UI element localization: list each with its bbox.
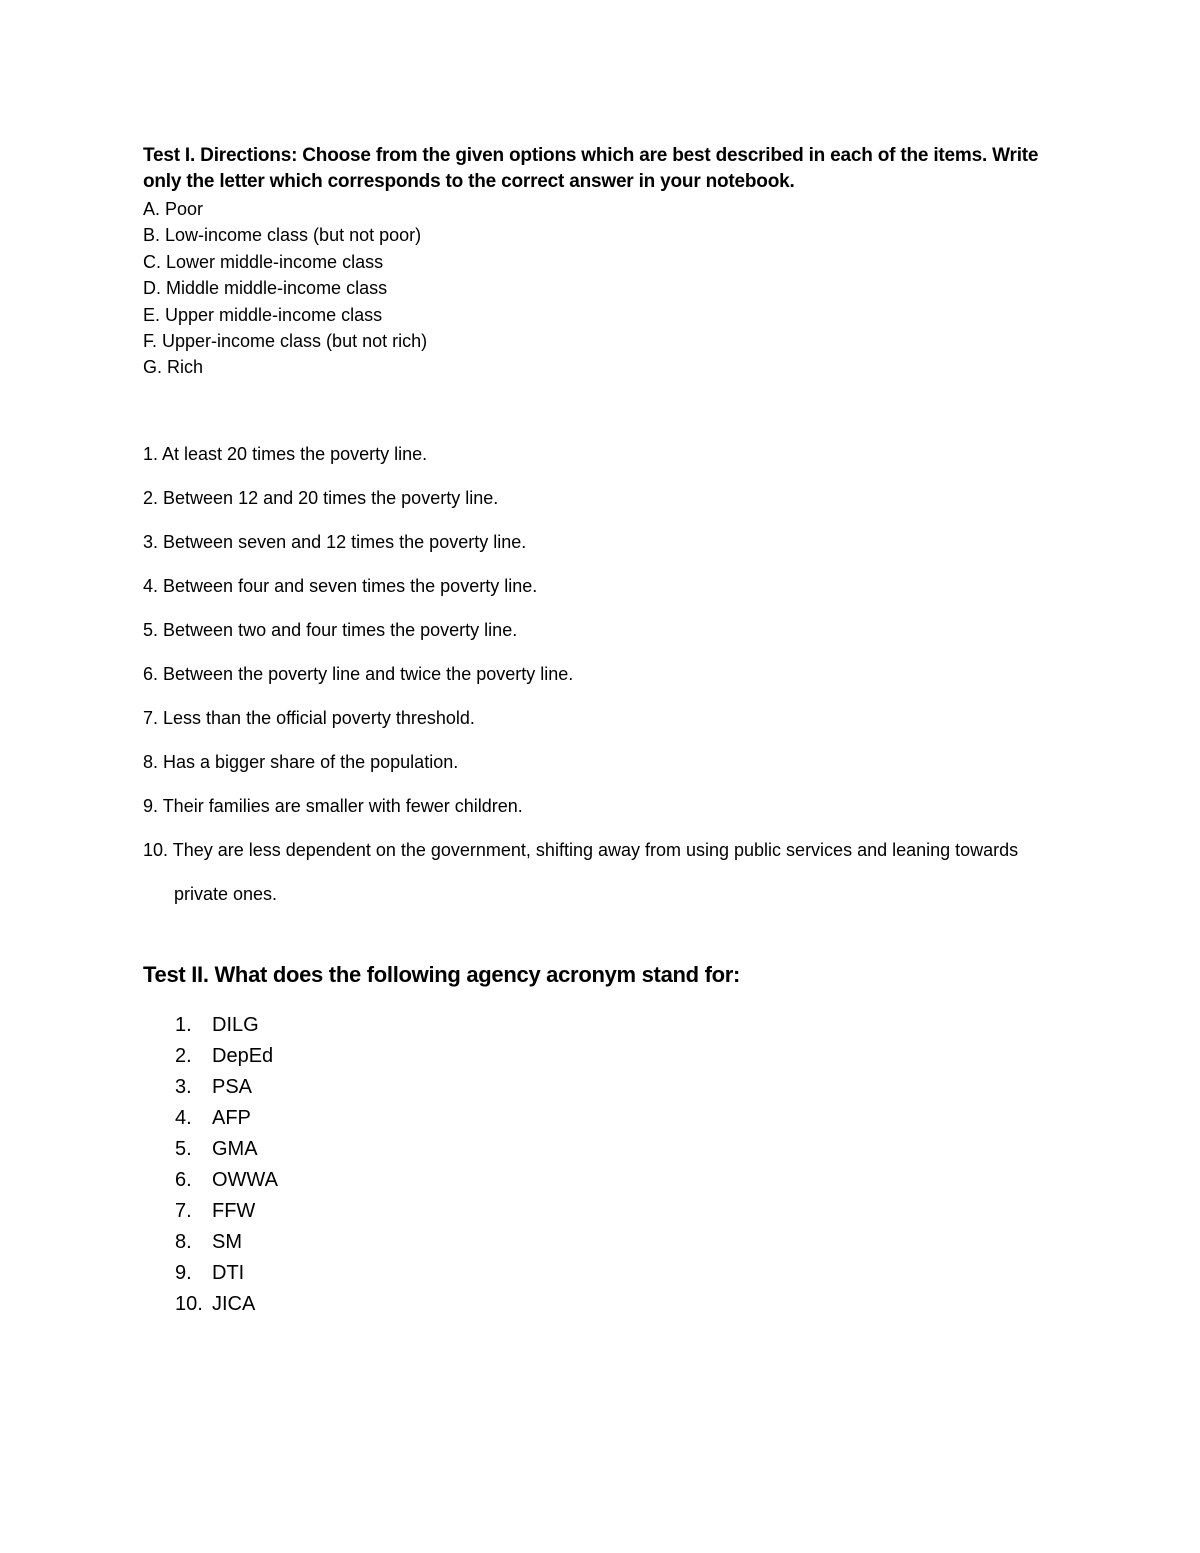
test1-item: 3. Between seven and 12 times the poverty line. xyxy=(143,532,527,552)
answer-options-list xyxy=(143,196,427,381)
test1-item: 5. Between two and four times the poverty line. xyxy=(143,620,518,640)
acronym-text: OWWA xyxy=(212,1169,278,1191)
answer-option: E. Upper middle-income class xyxy=(143,304,383,325)
acronym-number: 5. xyxy=(175,1138,192,1160)
acronym-text: SM xyxy=(212,1231,242,1253)
test1-item: 10. They are less dependent on the government, shifting away from using public services and leaning towards private ones. xyxy=(143,840,1019,904)
acronym-text: FFW xyxy=(212,1200,256,1222)
answer-option: A. Poor xyxy=(143,199,204,219)
test1-item: 6. Between the poverty line and twice the poverty line. xyxy=(143,664,574,684)
acronym-number: 1. xyxy=(175,1014,192,1036)
acronym-number: 2. xyxy=(175,1045,192,1067)
test1-directions: Test I. Directions: Choose from the given options which are best described in each of the items. Write only the letter which corresponds to the correct answer in your notebook. xyxy=(143,145,1039,192)
acronym-text: AFP xyxy=(212,1107,251,1129)
test1-item: 9. Their families are smaller with fewer children. xyxy=(143,796,523,816)
test1-items-list xyxy=(143,432,1043,916)
acronym-text: JICA xyxy=(212,1293,256,1315)
acronym-number: 9. xyxy=(175,1262,192,1284)
acronym-number: 7. xyxy=(175,1200,192,1222)
acronym-text: DTI xyxy=(212,1262,245,1284)
acronym-number: 3. xyxy=(175,1076,192,1098)
answer-option: F. Upper-income class (but not rich) xyxy=(143,331,428,352)
test1-item: 7. Less than the official poverty threshold. xyxy=(143,708,475,728)
acronym-text: DepEd xyxy=(212,1045,274,1067)
acronym-number: 4. xyxy=(175,1107,192,1129)
answer-option: G. Rich xyxy=(143,357,204,378)
test1-item: 2. Between 12 and 20 times the poverty line. xyxy=(143,488,499,508)
test2-title: Test II. What does the following agency acronym stand for: xyxy=(143,962,741,987)
test1-item: 1. At least 20 times the poverty line. xyxy=(143,444,428,464)
acronym-number: 10. xyxy=(175,1293,203,1315)
acronym-text: PSA xyxy=(212,1076,253,1098)
test1-item: 8. Has a bigger share of the population. xyxy=(143,752,459,772)
answer-option: B. Low-income class (but not poor) xyxy=(143,225,422,246)
acronym-text: DILG xyxy=(212,1014,259,1036)
answer-option: D. Middle middle-income class xyxy=(143,278,388,299)
acronym-number: 8. xyxy=(175,1231,192,1253)
test1-item: 4. Between four and seven times the poverty line. xyxy=(143,576,538,596)
acronym-text: GMA xyxy=(212,1138,258,1160)
acronym-number: 6. xyxy=(175,1169,192,1191)
answer-option: C. Lower middle-income class xyxy=(143,251,384,272)
